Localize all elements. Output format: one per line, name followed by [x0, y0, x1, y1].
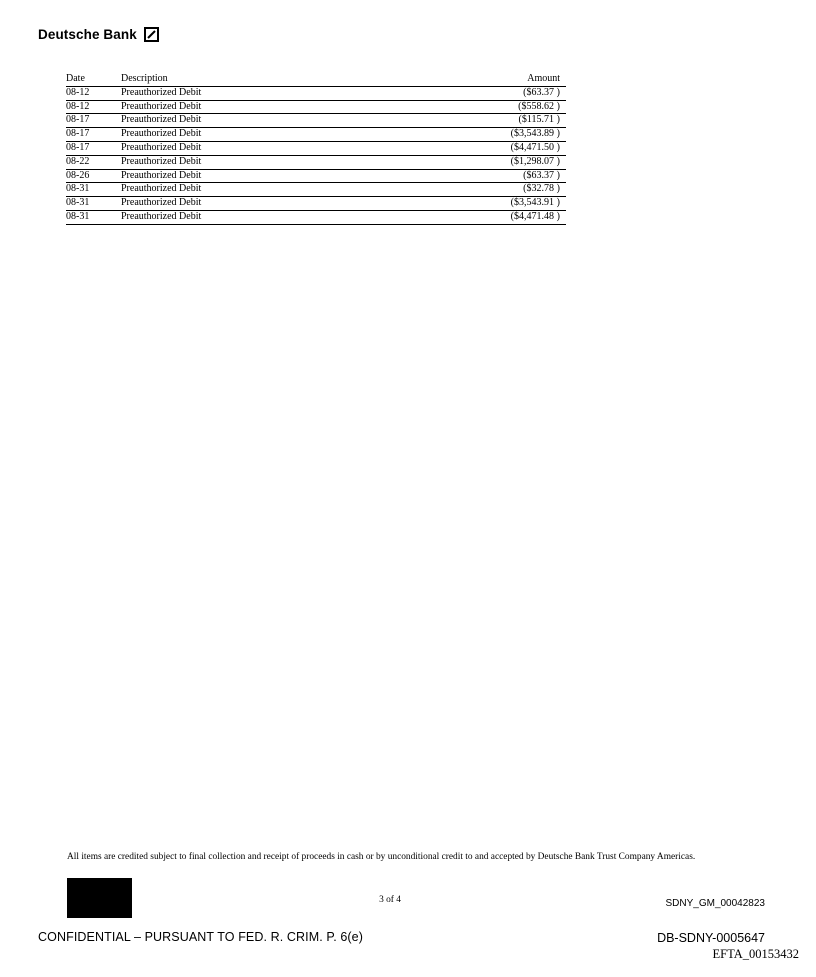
- document-id: SDNY_GM_00042823: [665, 898, 765, 909]
- row-amount-close-paren: ): [556, 100, 560, 112]
- disclaimer-text: All items are credited subject to final collection and receipt of proceeds in cash or by unconditional credit to and accepted by Deutsche Bank Trust Company Americas.: [67, 852, 696, 862]
- row-amount-close-paren: ): [556, 114, 560, 126]
- row-amount-close-paren: ): [556, 155, 560, 167]
- table-row: [66, 100, 566, 114]
- row-description: Preauthorized Debit: [121, 210, 384, 224]
- row-amount-value: ($3,543.91: [510, 197, 554, 209]
- row-amount-close-paren: ): [556, 128, 560, 140]
- page-number: 3 of 4: [379, 895, 401, 905]
- row-amount-value: ($63.37: [523, 86, 554, 98]
- row-date: 08-12: [66, 100, 121, 114]
- row-date: 08-17: [66, 114, 121, 128]
- row-date: 08-22: [66, 155, 121, 169]
- row-amount: [384, 128, 566, 142]
- confidential-notice: CONFIDENTIAL – PURSUANT TO FED. R. CRIM. P. 6(e): [38, 930, 363, 944]
- row-amount-close-paren: ): [556, 169, 560, 181]
- row-amount-value: ($32.78: [523, 183, 554, 195]
- table-row: [66, 86, 566, 100]
- row-description: Preauthorized Debit: [121, 86, 384, 100]
- bates-number: DB-SDNY-0005647: [657, 931, 765, 945]
- row-description: Preauthorized Debit: [121, 128, 384, 142]
- row-amount-close-paren: ): [556, 197, 560, 209]
- row-amount: [384, 183, 566, 197]
- row-amount: [384, 169, 566, 183]
- transaction-rows: [66, 86, 566, 224]
- row-amount: [384, 197, 566, 211]
- row-amount: [384, 86, 566, 100]
- row-date: 08-26: [66, 169, 121, 183]
- row-description: Preauthorized Debit: [121, 141, 384, 155]
- row-amount-value: ($3,543.89: [510, 128, 554, 140]
- row-description: Preauthorized Debit: [121, 100, 384, 114]
- table-row: [66, 114, 566, 128]
- column-header-description: Description: [121, 73, 384, 86]
- table-row: [66, 210, 566, 224]
- row-amount-value: ($558.62: [518, 100, 554, 112]
- row-date: 08-31: [66, 183, 121, 197]
- row-description: Preauthorized Debit: [121, 183, 384, 197]
- row-description: Preauthorized Debit: [121, 155, 384, 169]
- table-row: [66, 128, 566, 142]
- row-amount-close-paren: ): [556, 86, 560, 98]
- row-date: 08-17: [66, 141, 121, 155]
- column-header-amount: Amount: [384, 73, 566, 86]
- table-row: [66, 197, 566, 211]
- row-date: 08-31: [66, 210, 121, 224]
- row-description: Preauthorized Debit: [121, 197, 384, 211]
- row-amount: [384, 100, 566, 114]
- row-amount-value: ($63.37: [523, 169, 554, 181]
- row-amount: [384, 155, 566, 169]
- efta-number: EFTA_00153432: [712, 947, 799, 961]
- row-amount-close-paren: ): [556, 210, 560, 222]
- bank-name: Deutsche Bank: [38, 27, 137, 42]
- table-row: [66, 169, 566, 183]
- table-header-row: [66, 73, 566, 86]
- row-amount: [384, 141, 566, 155]
- table-row: [66, 155, 566, 169]
- transaction-table: [66, 73, 566, 225]
- table-row: [66, 141, 566, 155]
- row-amount-value: ($4,471.48: [510, 210, 554, 222]
- row-description: Preauthorized Debit: [121, 114, 384, 128]
- table-row: [66, 183, 566, 197]
- row-amount-value: ($4,471.50: [510, 141, 554, 153]
- row-amount-close-paren: ): [556, 183, 560, 195]
- row-amount-value: ($115.71: [518, 114, 554, 126]
- column-header-date: Date: [66, 73, 121, 86]
- bank-logo: [38, 27, 159, 42]
- row-amount: [384, 114, 566, 128]
- row-amount-close-paren: ): [556, 141, 560, 153]
- deutsche-bank-slash-logo-icon: [144, 27, 159, 42]
- row-date: 08-12: [66, 86, 121, 100]
- row-date: 08-17: [66, 128, 121, 142]
- row-amount: [384, 210, 566, 224]
- row-date: 08-31: [66, 197, 121, 211]
- row-amount-value: ($1,298.07: [510, 155, 554, 167]
- row-description: Preauthorized Debit: [121, 169, 384, 183]
